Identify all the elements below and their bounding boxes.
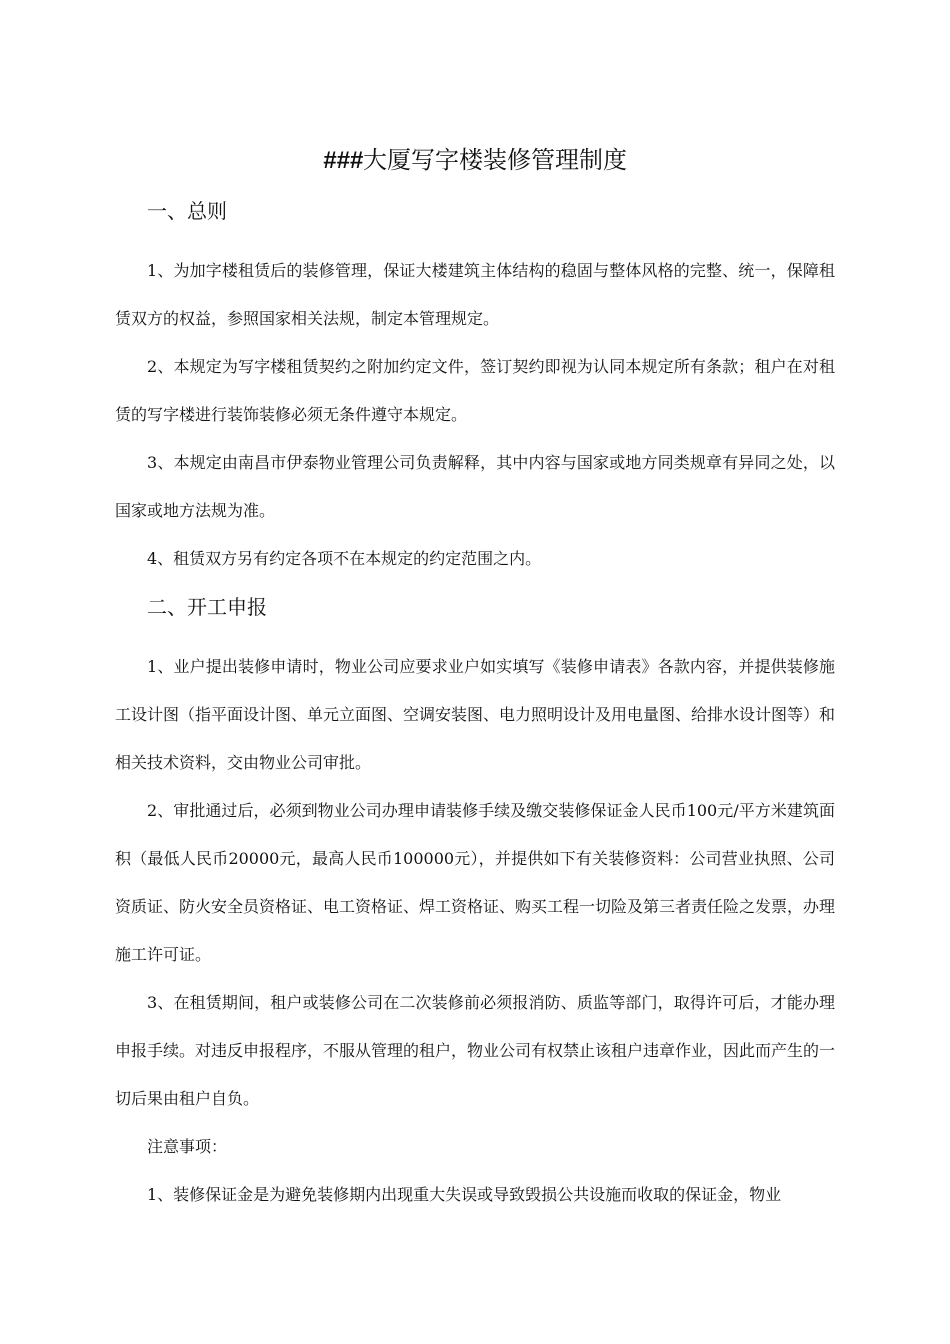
paragraph: 1、装修保证金是为避免装修期内出现重大失误或导致毁损公共设施而收取的保证金，物业 (147, 1185, 782, 1204)
title-main: 大厦写字楼装修管理制度 (363, 146, 628, 174)
paragraph: 1、业户提出装修申请时，物业公司应要求业户如实填写《装修申请表》各款内容，并提供装修施工设计图（指平面设计图、单元立面图、空调安装图、电力照明设计及用电量图、给排水设计图等）和相关技术资料，交由物业公司审批。 (115, 657, 836, 772)
paragraph: 2、审批通过后，必须到物业公司办理申请装修手续及缴交装修保证金人民币100元/平方米建筑面积（最低人民币20000元，最高人民币100000元），并提供如下有关装修资料：公司营业执照、公司资质证、防火安全员资格证、电工资格证、焊工资格证、购买工程一切险及第三者责任险之发票，办理施工许可证。 (115, 801, 836, 964)
title-prefix: ### (322, 147, 364, 174)
document-body (115, 195, 835, 1219)
section-heading-application: 二、开工申报 (147, 595, 267, 619)
document-title (0, 143, 950, 178)
paragraph: 3、在租赁期间，租户或装修公司在二次装修前必须报消防、质监等部门，取得许可后，才能办理申报手续。对违反申报程序，不服从管理的租户，物业公司有权禁止该租户违章作业，因此而产生的一切后果由租户自负。 (115, 993, 836, 1108)
section-heading-general: 一、总则 (147, 199, 227, 223)
notes-heading: 注意事项： (147, 1137, 228, 1156)
paragraph: 4、租赁双方另有约定各项不在本规定的约定范围之内。 (147, 549, 542, 568)
paragraph: 2、本规定为写字楼租赁契约之附加约定文件，签订契约即视为认同本规定所有条款；租户在对租赁的写字楼进行装饰装修必须无条件遵守本规定。 (115, 357, 835, 424)
paragraph: 1、为加字楼租赁后的装修管理，保证大楼建筑主体结构的稳固与整体风格的完整、统一，保障租赁双方的权益，参照国家相关法规，制定本管理规定。 (115, 261, 835, 328)
paragraph: 3、本规定由南昌市伊泰物业管理公司负责解释，其中内容与国家或地方同类规章有异同之处，以国家或地方法规为准。 (115, 453, 835, 520)
